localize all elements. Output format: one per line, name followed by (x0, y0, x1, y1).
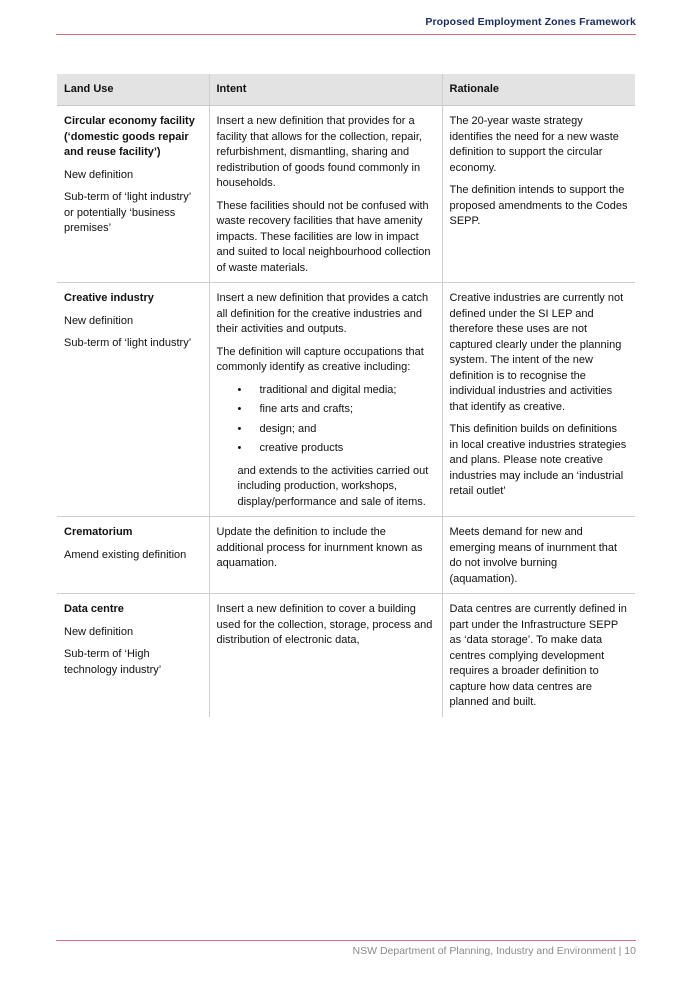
land-use-cell (57, 106, 209, 283)
column-header-land-use: Land Use (57, 74, 209, 106)
footer-text: NSW Department of Planning, Industry and Environment | 10 (352, 945, 636, 957)
land-use-note: Sub-term of ‘light industry’ (64, 337, 192, 349)
intent-cell (209, 594, 442, 717)
intent-paragraph: The definition will capture occupations that commonly identify as creative including: (216, 345, 424, 373)
list-item (217, 383, 435, 399)
rationale-cell (442, 283, 635, 517)
header-rule (56, 34, 636, 35)
rationale-paragraph: Data centres are currently defined in part under the Infrastructure SEPP as ‘data storage’. To make data centres complying development requires a broader definition to capture how data centres are planned and built. (449, 603, 627, 708)
land-use-cell (57, 594, 209, 717)
column-header-intent: Intent (209, 74, 442, 106)
bullet-icon: • (237, 422, 242, 435)
land-use-title: Circular economy facility (‘domestic goods repair and reuse facility’) (64, 115, 195, 158)
list-item-text: traditional and digital media; (259, 383, 397, 396)
rationale-paragraph: Creative industries are currently not defined under the SI LEP and therefore these uses are not captured clearly under the planning system. The intent of the new definition is to recognise the individual industries and activities that identify as creative. (449, 292, 624, 413)
intent-paragraph: These facilities should not be confused with waste recovery facilities that have amenity impacts. These facilities are low in impact and suited to local neighbourhood collection of waste materials. (216, 199, 431, 274)
rationale-paragraph: This definition builds on definitions in local creative industries strategies and plans. Please note creative industries may include an ‘industrial retail outlet’ (449, 423, 627, 497)
bullet-icon: • (237, 403, 242, 415)
bullet-list (217, 383, 435, 457)
rationale-paragraph: The 20-year waste strategy identifies the need for a new waste definition to support the circular economy. (449, 115, 619, 174)
land-use-note: Amend existing definition (64, 548, 187, 561)
bullet-icon: • (237, 383, 242, 396)
intent-paragraph: and extends to the activities carried out including production, workshops, display/performance and sale of items. (237, 464, 429, 508)
intent-cell (209, 283, 442, 517)
table-row (57, 283, 635, 517)
land-use-note: New definition (64, 314, 134, 327)
list-item-text: design; and (259, 422, 317, 435)
land-use-title: Creative industry (64, 292, 154, 304)
list-item (217, 441, 435, 457)
table-row (57, 594, 635, 717)
footer-rule (56, 940, 636, 941)
land-use-cell (57, 283, 209, 517)
land-use-note: New definition (64, 168, 134, 181)
rationale-cell (442, 594, 635, 717)
rationale-paragraph: The definition intends to support the proposed amendments to the Codes SEPP. (449, 184, 628, 227)
land-use-cell (57, 517, 209, 594)
intent-paragraph: Insert a new definition that provides for a facility that allows for the collection, repair, refurbishment, dismantling, sharing and redistribution of goods found commonly in households. (216, 115, 422, 189)
intent-cell (209, 106, 442, 283)
table-header-row (57, 74, 635, 106)
column-header-rationale: Rationale (442, 74, 635, 106)
land-use-table (57, 74, 635, 717)
intent-cell (209, 517, 442, 594)
land-use-note: Sub-term of ‘High technology industry’ (64, 648, 162, 676)
rationale-cell (442, 106, 635, 283)
table-row (57, 106, 635, 283)
land-use-note: New definition (64, 625, 134, 638)
list-item-text: creative products (259, 442, 344, 454)
intent-paragraph: Insert a new definition that provides a catch all definition for the creative industries and their activities and outputs. (216, 292, 429, 335)
rationale-cell (442, 517, 635, 594)
list-item (217, 422, 435, 438)
rationale-paragraph: Meets demand for new and emerging means of inurnment that do not involve burning (aquamation). (449, 526, 618, 585)
intent-paragraph: Update the definition to include the additional process for inurnment known as aquamation. (216, 526, 423, 569)
header-title: Proposed Employment Zones Framework (425, 16, 636, 28)
land-use-title: Crematorium (64, 526, 133, 538)
list-item-text: fine arts and crafts; (259, 403, 354, 415)
intent-paragraph: Insert a new definition to cover a building used for the collection, storage, process and distribution of electronic data, (216, 603, 433, 646)
bullet-icon: • (237, 442, 242, 454)
land-use-title: Data centre (64, 603, 124, 615)
land-use-note: Sub-term of ‘light industry’ or potentially ‘business premises’ (64, 191, 191, 234)
list-item (217, 402, 435, 418)
table-row (57, 517, 635, 594)
